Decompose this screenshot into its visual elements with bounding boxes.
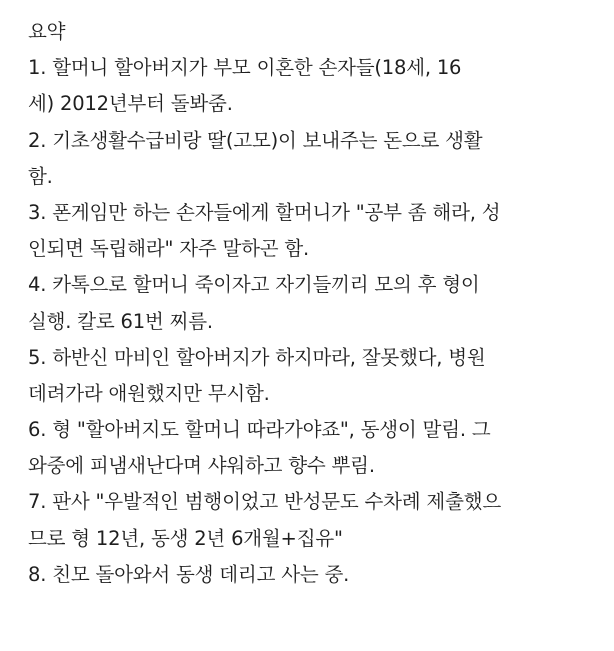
summary-line-14: 므로 형 12년, 동생 2년 6개월+집유" (28, 526, 343, 550)
summary-line-15: 8. 친모 돌아와서 동생 데리고 사는 중. (28, 562, 350, 586)
summary-line-11: 6. 형 "할아버지도 할머니 따라가야죠", 동생이 말림. 그 (28, 418, 491, 442)
summary-line-2: 세) 2012년부터 돌봐줌. (28, 92, 233, 116)
summary-line-4: 함. (28, 164, 53, 188)
summary-line-6: 인되면 독립해라" 자주 말하곤 함. (28, 237, 310, 261)
summary-line-13: 7. 판사 "우발적인 범행이었고 반성문도 수차례 제출했으 (28, 490, 501, 514)
summary-line-5: 3. 폰게임만 하는 손자들에게 할머니가 "공부 좀 해라, 성 (28, 200, 501, 224)
summary-line-10: 데려가라 애원했지만 무시함. (28, 381, 270, 405)
summary-document (28, 14, 598, 593)
summary-line-7: 4. 카톡으로 할머니 죽이자고 자기들끼리 모의 후 형이 (28, 273, 480, 297)
summary-line-12: 와중에 피냄새난다며 샤워하고 향수 뿌림. (28, 454, 375, 478)
summary-line-8: 실행. 칼로 61번 찌름. (28, 309, 213, 333)
summary-line-3: 2. 기초생활수급비랑 딸(고모)이 보내주는 돈으로 생활 (28, 128, 483, 152)
summary-line-9: 5. 하반신 마비인 할아버지가 하지마라, 잘못했다, 병원 (28, 345, 486, 369)
summary-line-1: 1. 할머니 할아버지가 부모 이혼한 손자들(18세, 16 (28, 56, 462, 80)
summary-heading: 요약 (28, 20, 66, 43)
